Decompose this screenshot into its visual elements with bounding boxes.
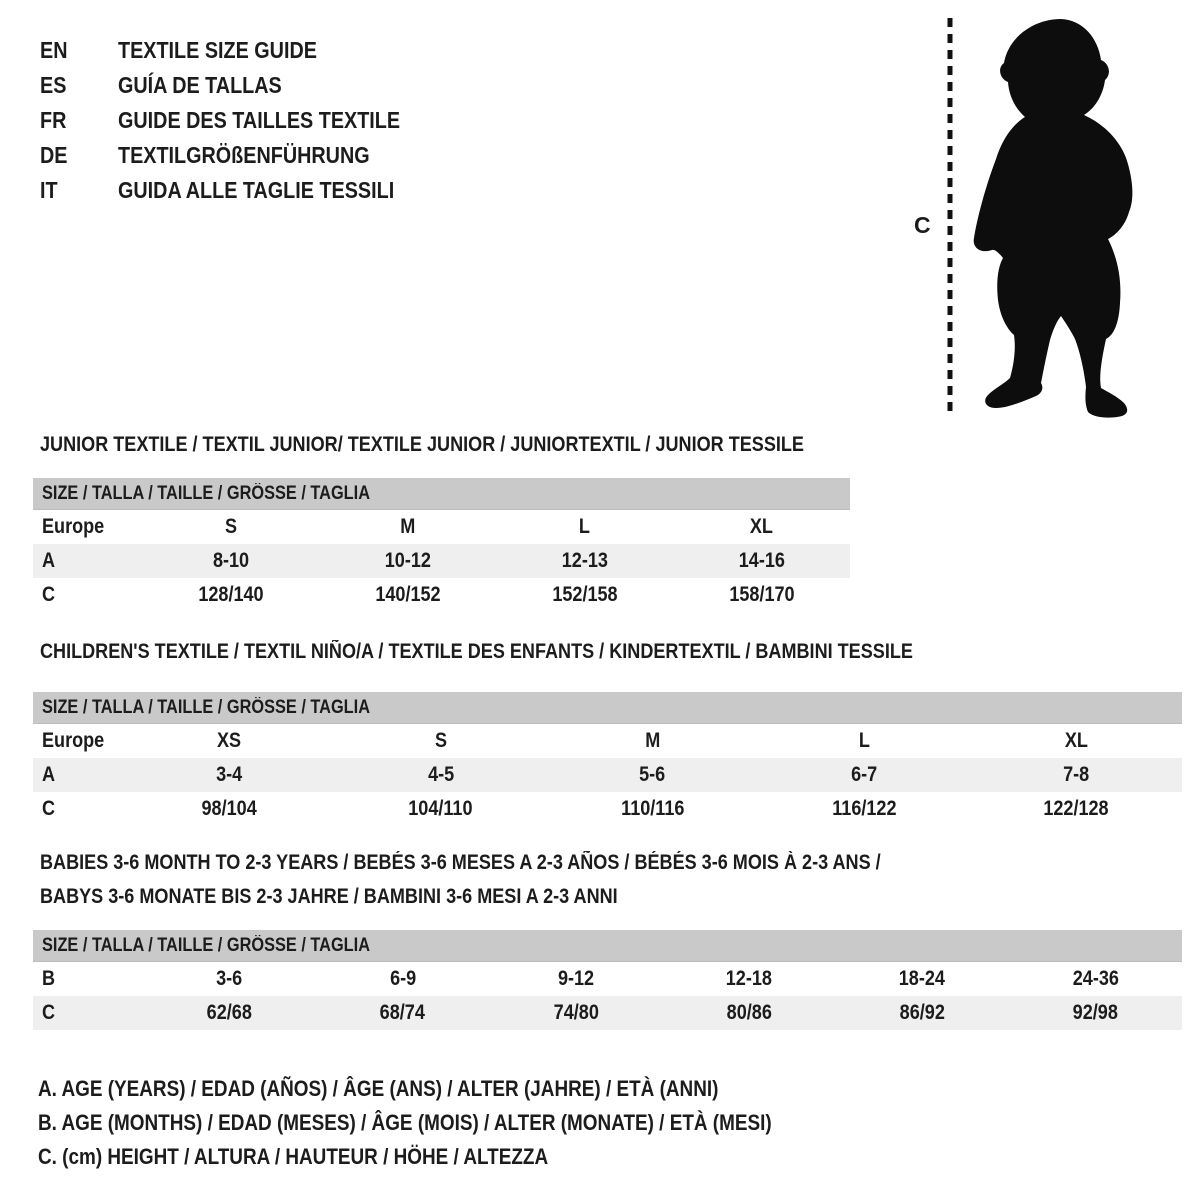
cell-text: 6-9 <box>389 967 416 990</box>
cell-text: 4-5 <box>427 763 454 786</box>
cell-text: B <box>42 967 56 990</box>
size-value <box>836 967 1009 991</box>
height-measure-figure <box>900 8 1145 426</box>
language-title-list <box>40 33 446 208</box>
legend-footer <box>38 1072 891 1174</box>
section-babies <box>33 846 1182 1030</box>
cell-text: 98/104 <box>201 797 257 820</box>
lang-code-text: FR <box>40 107 67 133</box>
row-label <box>33 515 143 539</box>
size-table-row-c <box>33 578 850 612</box>
row-label <box>33 967 143 991</box>
cell-text: 3-4 <box>215 763 242 786</box>
size-value <box>497 583 674 607</box>
figure-graphic <box>900 8 1145 426</box>
cell-text: 110/116 <box>620 797 685 820</box>
size-value <box>970 729 1182 753</box>
size-value <box>123 729 335 753</box>
cell-text: 104/110 <box>408 797 473 820</box>
cell-text: 8-10 <box>213 549 250 572</box>
size-table-row-a <box>33 758 1182 792</box>
lang-row-fr <box>40 103 446 138</box>
size-table-row-europe <box>33 724 1182 758</box>
lang-code-text: DE <box>40 142 68 168</box>
cell-text: C <box>42 1001 56 1024</box>
cell-text: 6-7 <box>851 763 878 786</box>
size-value <box>547 797 759 821</box>
lang-code <box>40 72 118 99</box>
size-header-text: SIZE / TALLA / TAILLE / GRÖSSE / TAGLIA <box>42 482 371 504</box>
cell-text: 74/80 <box>553 1001 599 1024</box>
row-label <box>33 583 143 607</box>
size-value <box>673 515 850 539</box>
cell-text: S <box>225 515 238 538</box>
cell-text: XS <box>216 729 241 752</box>
lang-code-text: ES <box>40 72 67 98</box>
cell-text: 86/92 <box>899 1001 945 1024</box>
size-value <box>143 549 320 573</box>
size-value <box>335 763 547 787</box>
size-value <box>335 729 547 753</box>
cell-text: Europe <box>42 729 105 752</box>
size-header-text: SIZE / TALLA / TAILLE / GRÖSSE / TAGLIA <box>42 934 371 956</box>
lang-code <box>40 177 118 204</box>
size-table-body <box>33 510 850 612</box>
size-value <box>143 1001 316 1025</box>
cell-text: A <box>42 763 56 786</box>
size-value <box>123 797 335 821</box>
size-value <box>143 515 320 539</box>
size-value <box>970 763 1182 787</box>
size-table-body <box>33 962 1182 1030</box>
cell-text: C <box>42 583 56 606</box>
cell-text: M <box>400 515 416 538</box>
size-value <box>663 1001 836 1025</box>
cell-text: 68/74 <box>380 1001 426 1024</box>
size-header-bar <box>33 930 1182 962</box>
cell-text: 3-6 <box>216 967 243 990</box>
size-value <box>758 797 970 821</box>
cell-text: 7-8 <box>1063 763 1090 786</box>
section-title-babies-line2: BABYS 3-6 MONATE BIS 2-3 JAHRE / BAMBINI 3-6 MESI A 2-3 ANNI <box>40 885 618 908</box>
cell-text: 12-18 <box>725 967 773 990</box>
size-value <box>320 549 497 573</box>
size-table-row-a <box>33 544 850 578</box>
size-value <box>497 515 674 539</box>
cell-text: 158/170 <box>728 583 795 606</box>
size-value <box>489 967 662 991</box>
guide-title-it: GUIDA ALLE TAGLIE TESSILI <box>118 177 395 203</box>
legend-note-b <box>38 1106 891 1140</box>
cell-text: 14-16 <box>738 549 785 572</box>
size-header-text: SIZE / TALLA / TAILLE / GRÖSSE / TAGLIA <box>42 696 371 718</box>
row-label <box>33 1001 143 1025</box>
cell-text: 24-36 <box>1072 967 1119 990</box>
row-label <box>33 763 123 787</box>
row-label <box>33 729 123 753</box>
size-table-children <box>33 692 1182 826</box>
size-table-body <box>33 724 1182 826</box>
size-value <box>970 797 1182 821</box>
cell-text: L <box>858 729 870 752</box>
size-value <box>143 967 316 991</box>
cell-text: 128/140 <box>198 583 265 606</box>
cell-text: 152/158 <box>552 583 618 606</box>
cell-text: 10-12 <box>385 549 432 572</box>
section-junior <box>33 433 850 612</box>
cell-text: S <box>434 729 447 752</box>
row-label <box>33 797 123 821</box>
cell-text: C <box>42 797 56 820</box>
size-table-row-b <box>33 962 1182 996</box>
cell-text: XL <box>1064 729 1088 752</box>
legend-note-c <box>38 1140 891 1174</box>
size-value <box>320 583 497 607</box>
size-value <box>547 729 759 753</box>
cell-text: A <box>42 549 56 572</box>
size-value <box>1009 967 1182 991</box>
cell-text: XL <box>750 515 774 538</box>
cell-text: 140/152 <box>375 583 441 606</box>
size-value <box>320 515 497 539</box>
cell-text: M <box>644 729 661 752</box>
size-header-bar <box>33 478 850 510</box>
lang-code-text: EN <box>40 37 68 63</box>
section-title-babies-line1: BABIES 3-6 MONTH TO 2-3 YEARS / BEBÉS 3-6 MESES A 2-3 AÑOS / BÉBÉS 3-6 MOIS À 2-3 ANS / <box>40 851 881 874</box>
figure-height-label: C <box>914 212 931 238</box>
cell-text: 5-6 <box>639 763 666 786</box>
size-table-row-c <box>33 996 1182 1030</box>
size-value <box>758 729 970 753</box>
cell-text: 92/98 <box>1072 1001 1119 1024</box>
cell-text: 116/122 <box>832 797 897 820</box>
lang-code <box>40 107 118 134</box>
guide-title-en: TEXTILE SIZE GUIDE <box>118 37 317 63</box>
size-value <box>547 763 759 787</box>
legend-note-text: C. (cm) HEIGHT / ALTURA / HAUTEUR / HÖHE / ALTEZZA <box>38 1144 549 1169</box>
lang-code <box>40 37 118 64</box>
size-value <box>663 967 836 991</box>
cell-text: 9-12 <box>557 967 594 990</box>
lang-code <box>40 142 118 169</box>
lang-code-text: IT <box>40 177 58 203</box>
lang-row-es <box>40 68 446 103</box>
size-value <box>758 763 970 787</box>
guide-title-es: GUÍA DE TALLAS <box>118 72 282 98</box>
size-value <box>123 763 335 787</box>
size-table-babies <box>33 930 1182 1030</box>
section-title-children: CHILDREN'S TEXTILE / TEXTIL NIÑO/A / TEXTILE DES ENFANTS / KINDERTEXTIL / BAMBINI TESSILE <box>40 640 913 663</box>
size-table-row-europe <box>33 510 850 544</box>
lang-row-en <box>40 33 446 68</box>
cell-text: 122/128 <box>1043 797 1109 820</box>
legend-note-a <box>38 1072 891 1106</box>
lang-row-it <box>40 173 446 208</box>
guide-title-de: TEXTILGRÖßENFÜHRUNG <box>118 142 370 168</box>
size-table-row-c <box>33 792 1182 826</box>
size-value <box>836 1001 1009 1025</box>
size-value <box>335 797 547 821</box>
cell-text: 80/86 <box>726 1001 772 1024</box>
row-label <box>33 549 143 573</box>
size-value <box>673 549 850 573</box>
cell-text: L <box>579 515 591 538</box>
size-value <box>497 549 674 573</box>
size-value <box>673 583 850 607</box>
cell-text: 62/68 <box>206 1001 253 1024</box>
cell-text: 18-24 <box>899 967 946 990</box>
size-value <box>1009 1001 1182 1025</box>
section-title-junior: JUNIOR TEXTILE / TEXTIL JUNIOR/ TEXTILE JUNIOR / JUNIORTEXTIL / JUNIOR TESSILE <box>40 433 804 456</box>
cell-text: Europe <box>42 515 105 538</box>
size-value <box>316 1001 489 1025</box>
lang-row-de <box>40 138 446 173</box>
size-header-bar <box>33 692 1182 724</box>
size-value <box>143 583 320 607</box>
toddler-silhouette <box>974 19 1133 418</box>
guide-title-fr: GUIDE DES TAILLES TEXTILE <box>118 107 401 133</box>
size-value <box>489 1001 662 1025</box>
size-table-junior <box>33 478 850 612</box>
size-value <box>316 967 489 991</box>
legend-note-text: A. AGE (YEARS) / EDAD (AÑOS) / ÂGE (ANS) / ALTER (JAHRE) / ETÀ (ANNI) <box>38 1076 719 1101</box>
section-children <box>33 640 1182 826</box>
cell-text: 12-13 <box>561 549 608 572</box>
legend-note-text: B. AGE (MONTHS) / EDAD (MESES) / ÂGE (MOIS) / ALTER (MONATE) / ETÀ (MESI) <box>38 1110 772 1135</box>
